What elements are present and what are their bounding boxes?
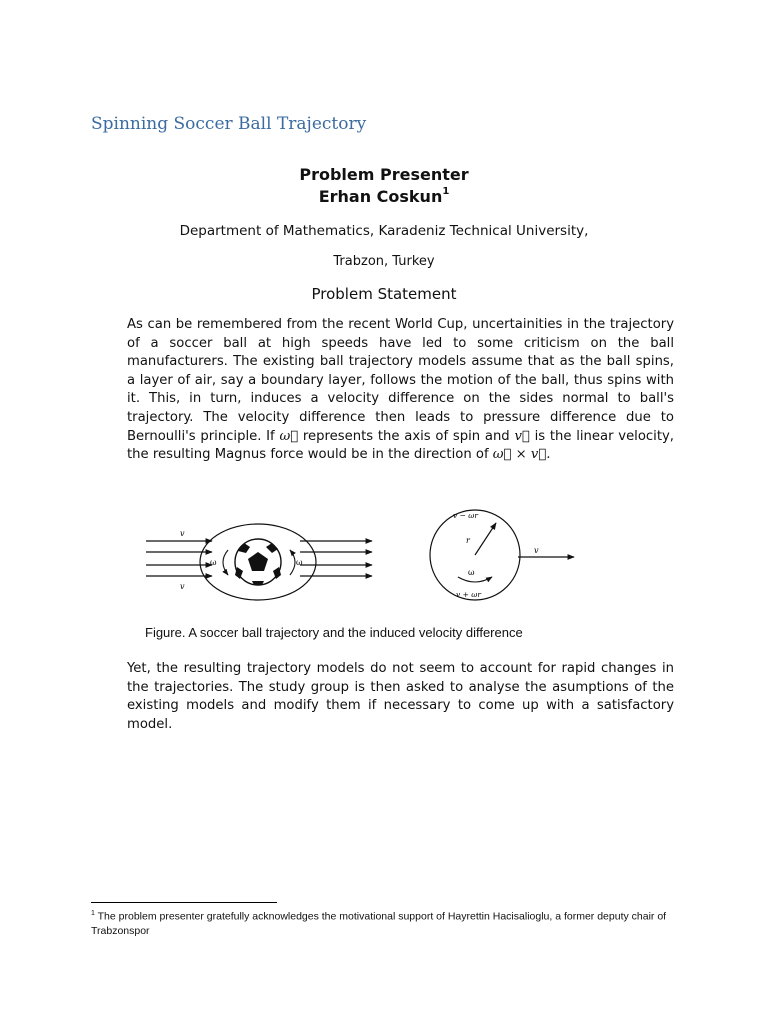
r-label: r — [466, 536, 470, 545]
document-title: Spinning Soccer Ball Trajectory — [91, 114, 367, 134]
paragraph-text: is the linear velocity, the resulting Magnus force would be in the direction of — [127, 428, 674, 463]
problem-statement-paragraph — [127, 316, 674, 465]
figure-caption: Figure. A soccer ball trajectory and the induced velocity difference — [145, 625, 523, 640]
footnote — [91, 907, 691, 938]
paragraph-text: represents the axis of spin and — [302, 428, 510, 444]
presenter-role: Problem Presenter — [299, 165, 469, 184]
v-minus-omega-r-label: v − ωr — [453, 511, 478, 520]
footnote-divider — [91, 902, 277, 903]
location: Trabzon, Turkey — [333, 254, 435, 269]
soccer-ball-icon — [235, 539, 281, 585]
affiliation: Department of Mathematics, Karadeniz Technical University, — [179, 223, 589, 239]
omega-symbol: ω⃗ — [279, 428, 299, 444]
footnote-mark: 1 — [91, 910, 95, 917]
velocity-symbol: v⃗ — [514, 428, 530, 444]
presenter-name-text: Erhan Coskun — [318, 187, 443, 206]
v-label-bottom: v — [180, 582, 185, 591]
velocity-label: v — [534, 546, 539, 555]
omega-label: ω — [468, 568, 475, 577]
v-plus-omega-r-label: v + ωr — [456, 590, 481, 599]
paragraph-text: As can be remembered from the recent World Cup, uncertainities in the trajectory of a soccer ball at high speeds have led to some criticism on the ball manufacturers. The existing ball trajectory models assume that as the ball spins, a layer of air, say a boundary layer, follows the motion of the ball, thus spins with it. This, in turn, induces a velocity difference on the sides normal to ball's trajectory. The velocity difference then leads to pressure difference due to Bernoulli's principle. If — [127, 317, 674, 444]
section-heading: Problem Statement — [311, 285, 457, 303]
presenter-name — [0, 187, 768, 206]
inflow-arrows — [146, 541, 212, 576]
omega-label-right: ω — [296, 558, 303, 567]
cross-product: ω⃗ × v⃗. — [492, 447, 551, 463]
omega-label-left: ω — [210, 558, 217, 567]
v-label-top: v — [180, 529, 185, 538]
footnote-text: The problem presenter gratefully acknowledges the motivational support of Hayrettin Hacisalioglu, a former deputy chair of Trabzonspor — [91, 910, 667, 937]
trajectory-figure — [140, 505, 600, 605]
study-group-paragraph: Yet, the resulting trajectory models do not seem to account for rapid changes in the trajectories. The study group is then asked to analyse the asumptions of the existing models and modify them if necessary to come up with a satisfactory model. — [127, 661, 674, 732]
footnote-marker: 1 — [442, 185, 450, 197]
